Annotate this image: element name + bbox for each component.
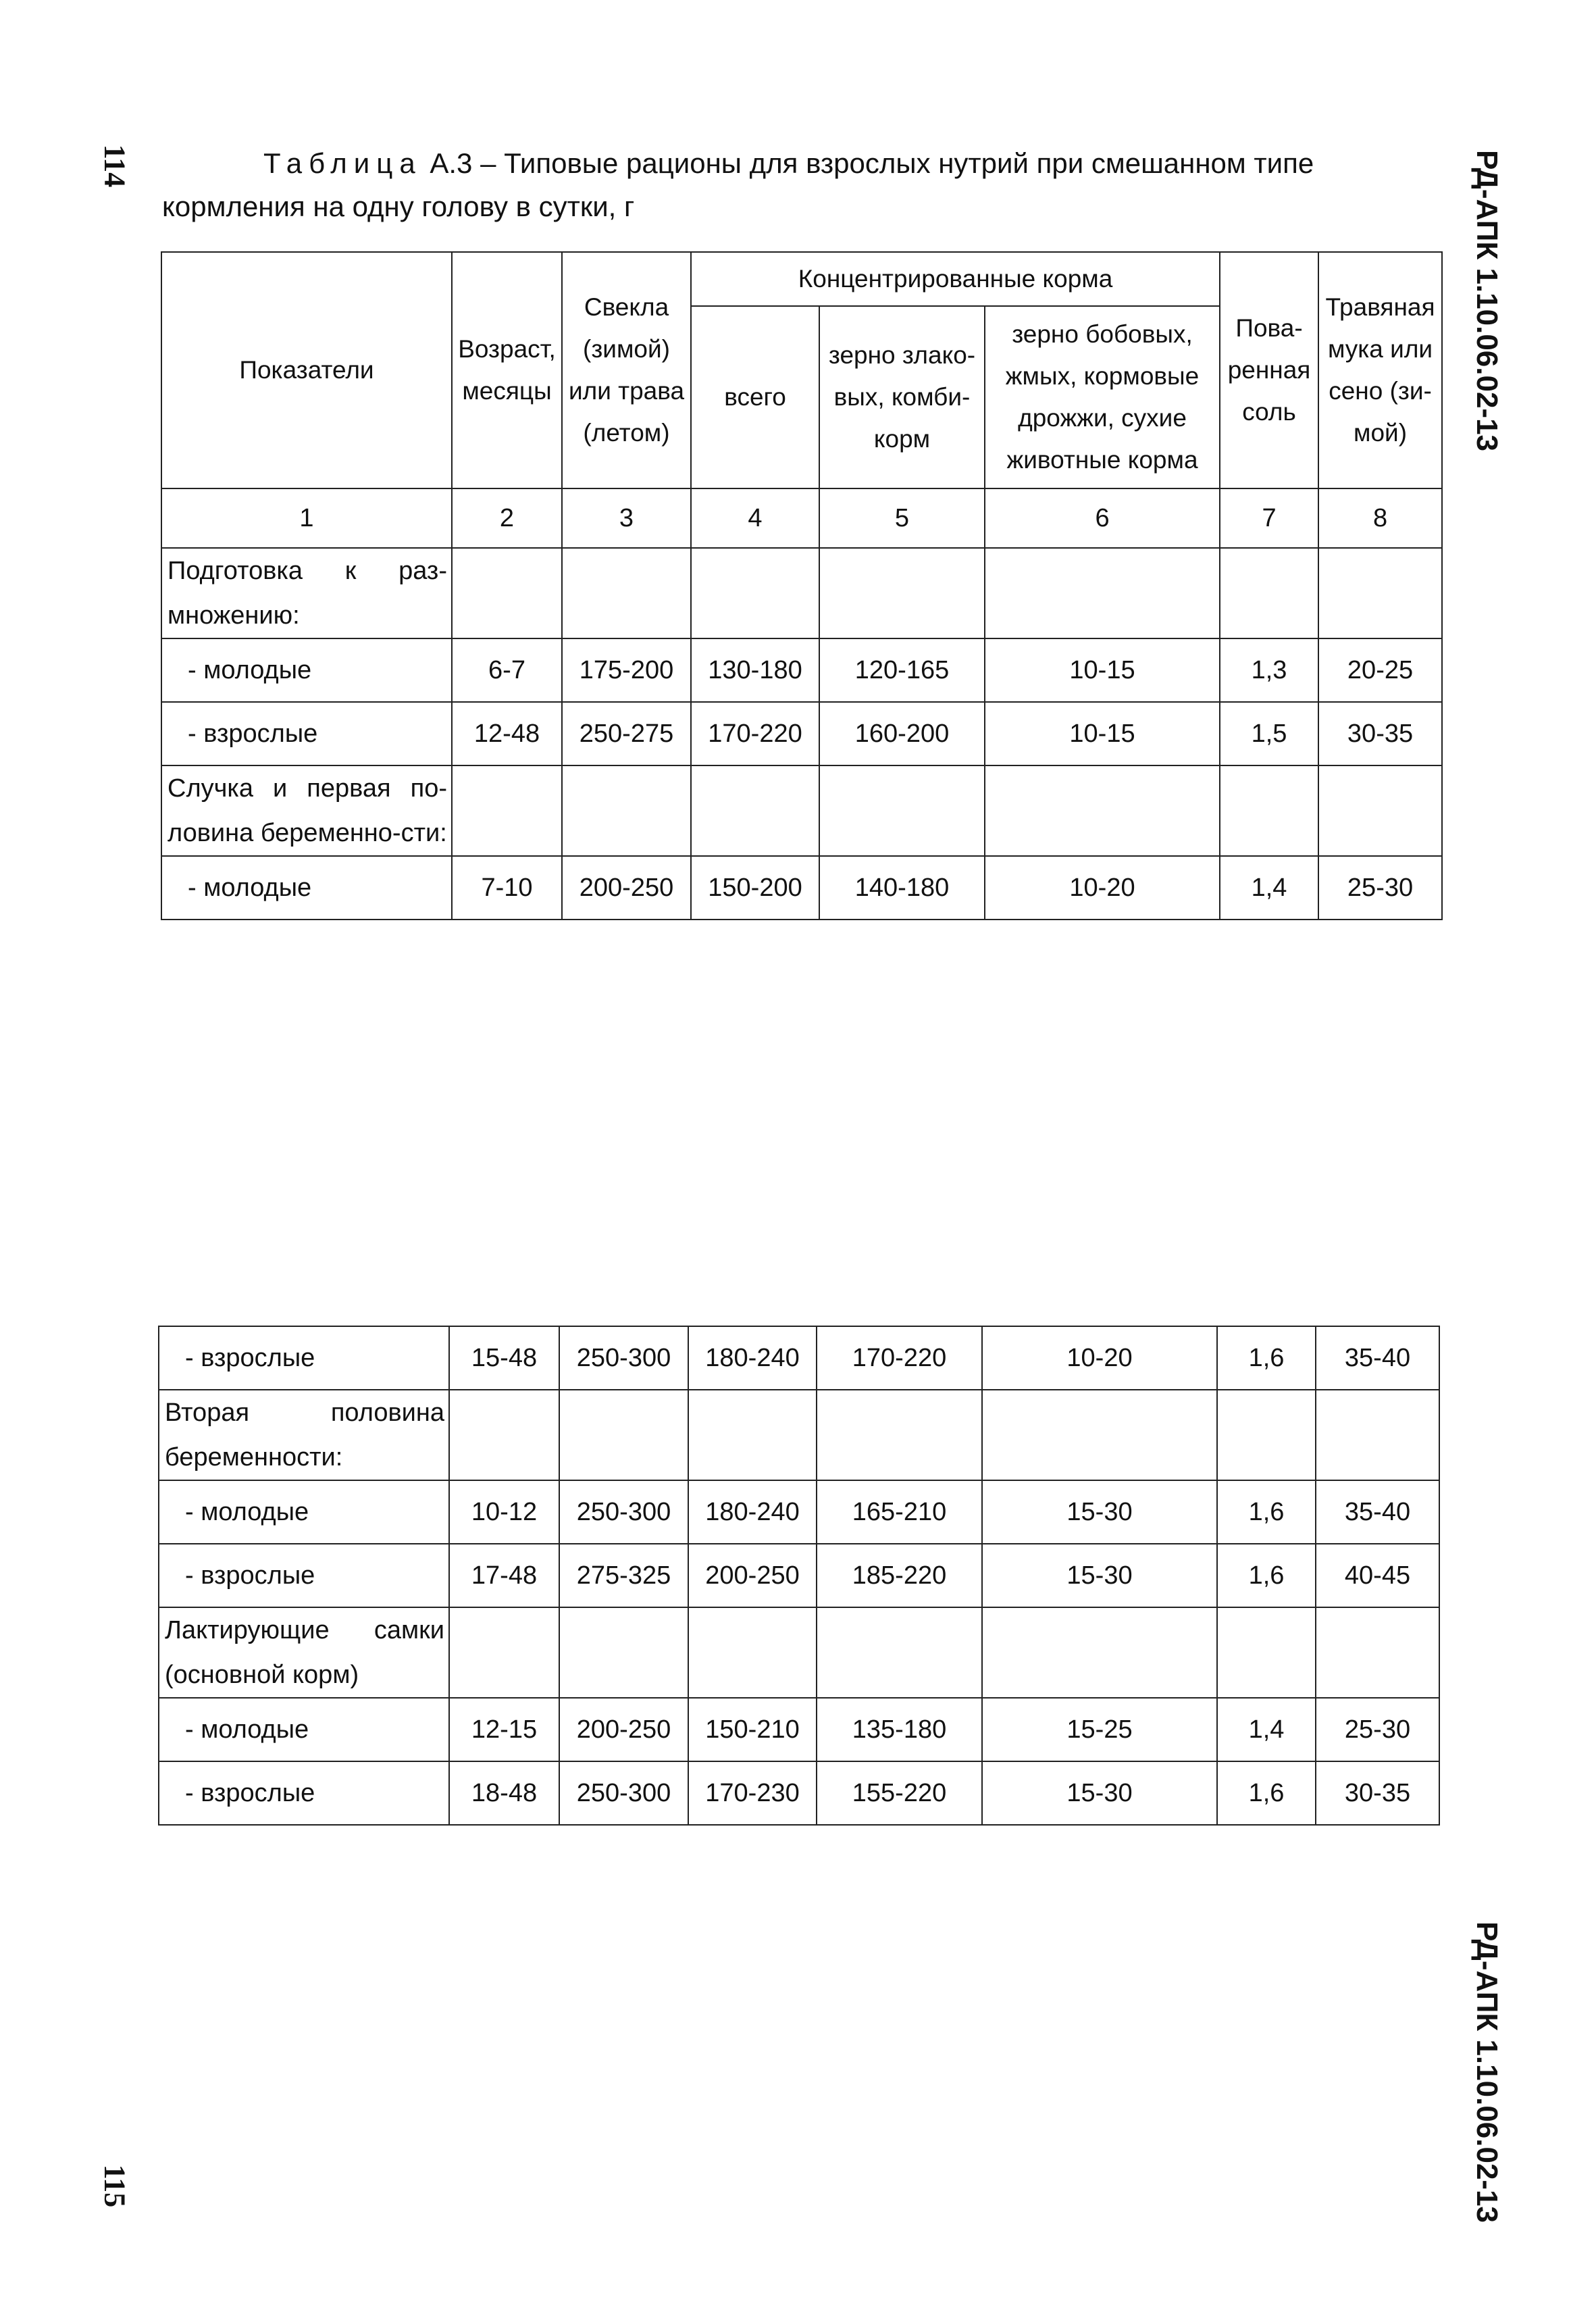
row-label: - взрослые bbox=[159, 1544, 449, 1607]
header-grain-legume: зерно бобовых, жмых, кормовые дрожжи, сухие животные корма bbox=[985, 306, 1220, 488]
group-label: Лактирующие самки (основной корм) bbox=[159, 1607, 449, 1698]
table-cell: 140-180 bbox=[819, 856, 985, 920]
empty-cell bbox=[819, 765, 985, 856]
table-cell: 250-300 bbox=[559, 1480, 688, 1544]
table-cell: 150-200 bbox=[691, 856, 819, 920]
table-cell: 6-7 bbox=[452, 638, 562, 702]
row-label: - молодые bbox=[161, 856, 452, 920]
group-row bbox=[161, 765, 1442, 856]
row-label: - молодые bbox=[161, 638, 452, 702]
table-cell: 130-180 bbox=[691, 638, 819, 702]
column-number: 8 bbox=[1318, 488, 1442, 548]
table-cell: 175-200 bbox=[562, 638, 691, 702]
table-cell: 17-48 bbox=[449, 1544, 559, 1607]
page-number-bottom: 115 bbox=[98, 2164, 132, 2208]
header-indicators: Показатели bbox=[161, 252, 452, 488]
table-cell: 185-220 bbox=[817, 1544, 982, 1607]
column-number: 3 bbox=[562, 488, 691, 548]
empty-cell bbox=[559, 1607, 688, 1698]
table-cell: 170-230 bbox=[688, 1761, 817, 1825]
table-cell: 180-240 bbox=[688, 1326, 817, 1390]
group-label: Случка и первая по-ловина беременно-сти: bbox=[161, 765, 452, 856]
table-cell: 1,6 bbox=[1217, 1544, 1316, 1607]
table-cell: 250-275 bbox=[562, 702, 691, 765]
empty-cell bbox=[1220, 765, 1318, 856]
page-number-top: 114 bbox=[98, 144, 132, 188]
table-cell: 1,6 bbox=[1217, 1761, 1316, 1825]
table-row bbox=[159, 1544, 1439, 1607]
empty-cell bbox=[559, 1390, 688, 1480]
caption-line-1 bbox=[162, 142, 1432, 185]
header-concentrated: Концентрированные корма bbox=[691, 252, 1220, 306]
row-label: - молодые bbox=[159, 1698, 449, 1761]
empty-cell bbox=[985, 765, 1220, 856]
table-cell: 200-250 bbox=[562, 856, 691, 920]
empty-cell bbox=[1316, 1607, 1439, 1698]
table-body-part-2 bbox=[159, 1326, 1439, 1825]
document-code-bottom: РД-АПК 1.10.06.02-13 bbox=[1470, 1921, 1504, 2223]
row-label: - взрослые bbox=[159, 1326, 449, 1390]
table-row bbox=[161, 856, 1442, 920]
row-label: - взрослые bbox=[161, 702, 452, 765]
group-label: Подготовка к раз-множению: bbox=[161, 548, 452, 638]
table-cell: 200-250 bbox=[559, 1698, 688, 1761]
header-grain-cereal: зерно злако-вых, комби-корм bbox=[819, 306, 985, 488]
table-cell: 250-300 bbox=[559, 1326, 688, 1390]
table-cell: 15-30 bbox=[982, 1544, 1217, 1607]
table-cell: 170-220 bbox=[817, 1326, 982, 1390]
table-cell: 15-30 bbox=[982, 1761, 1217, 1825]
header-total: всего bbox=[691, 306, 819, 488]
empty-cell bbox=[817, 1607, 982, 1698]
table-body-part-1 bbox=[161, 548, 1442, 920]
empty-cell bbox=[985, 548, 1220, 638]
empty-cell bbox=[452, 765, 562, 856]
table-cell: 10-12 bbox=[449, 1480, 559, 1544]
table-cell: 1,6 bbox=[1217, 1326, 1316, 1390]
column-number: 6 bbox=[985, 488, 1220, 548]
column-number: 2 bbox=[452, 488, 562, 548]
table-cell: 10-20 bbox=[982, 1326, 1217, 1390]
empty-cell bbox=[819, 548, 985, 638]
group-row bbox=[159, 1607, 1439, 1698]
group-label: Вторая половина беременности: bbox=[159, 1390, 449, 1480]
empty-cell bbox=[691, 548, 819, 638]
empty-cell bbox=[449, 1390, 559, 1480]
table-cell: 1,5 bbox=[1220, 702, 1318, 765]
caption-line-2: кормления на одну голову в сутки, г bbox=[162, 191, 635, 222]
caption-table-word: Таблица bbox=[263, 147, 422, 179]
empty-cell bbox=[1318, 548, 1442, 638]
table-cell: 1,4 bbox=[1220, 856, 1318, 920]
table-cell: 15-48 bbox=[449, 1326, 559, 1390]
table-cell: 12-15 bbox=[449, 1698, 559, 1761]
empty-cell bbox=[1217, 1607, 1316, 1698]
empty-cell bbox=[1316, 1390, 1439, 1480]
table-cell: 35-40 bbox=[1316, 1326, 1439, 1390]
empty-cell bbox=[1220, 548, 1318, 638]
table-row bbox=[159, 1480, 1439, 1544]
row-label: - молодые bbox=[159, 1480, 449, 1544]
header-grass-meal: Травяная мука или сено (зи-мой) bbox=[1318, 252, 1442, 488]
table-row bbox=[159, 1326, 1439, 1390]
table-cell: 12-48 bbox=[452, 702, 562, 765]
table-cell: 1,6 bbox=[1217, 1480, 1316, 1544]
column-number: 5 bbox=[819, 488, 985, 548]
table-cell: 30-35 bbox=[1318, 702, 1442, 765]
table-row bbox=[161, 638, 1442, 702]
document-code-top: РД-АПК 1.10.06.02-13 bbox=[1470, 149, 1504, 452]
table-cell: 135-180 bbox=[817, 1698, 982, 1761]
empty-cell bbox=[452, 548, 562, 638]
column-number: 4 bbox=[691, 488, 819, 548]
table-cell: 170-220 bbox=[691, 702, 819, 765]
table-cell: 15-30 bbox=[982, 1480, 1217, 1544]
table-caption bbox=[162, 142, 1432, 228]
table-cell: 20-25 bbox=[1318, 638, 1442, 702]
group-row bbox=[161, 548, 1442, 638]
empty-cell bbox=[562, 548, 691, 638]
table-cell: 200-250 bbox=[688, 1544, 817, 1607]
header-age: Возраст, месяцы bbox=[452, 252, 562, 488]
table-cell: 180-240 bbox=[688, 1480, 817, 1544]
table-cell: 18-48 bbox=[449, 1761, 559, 1825]
column-number: 1 bbox=[161, 488, 452, 548]
empty-cell bbox=[688, 1607, 817, 1698]
empty-cell bbox=[1318, 765, 1442, 856]
table-cell: 1,4 bbox=[1217, 1698, 1316, 1761]
group-row bbox=[159, 1390, 1439, 1480]
column-number-row bbox=[161, 488, 1442, 548]
ration-table-part-2 bbox=[158, 1326, 1440, 1826]
table-cell: 15-25 bbox=[982, 1698, 1217, 1761]
empty-cell bbox=[691, 765, 819, 856]
caption-title: А.3 – Типовые рационы для взрослых нутрий при смешанном типе bbox=[430, 147, 1314, 179]
empty-cell bbox=[562, 765, 691, 856]
header-beet: Свекла (зимой) или трава (летом) bbox=[562, 252, 691, 488]
empty-cell bbox=[982, 1607, 1217, 1698]
table-cell: 30-35 bbox=[1316, 1761, 1439, 1825]
table-row bbox=[159, 1698, 1439, 1761]
table-cell: 25-30 bbox=[1316, 1698, 1439, 1761]
table-cell: 1,3 bbox=[1220, 638, 1318, 702]
empty-cell bbox=[982, 1390, 1217, 1480]
row-label: - взрослые bbox=[159, 1761, 449, 1825]
table-row bbox=[161, 702, 1442, 765]
empty-cell bbox=[817, 1390, 982, 1480]
table-cell: 150-210 bbox=[688, 1698, 817, 1761]
table-cell: 25-30 bbox=[1318, 856, 1442, 920]
empty-cell bbox=[1217, 1390, 1316, 1480]
table-cell: 250-300 bbox=[559, 1761, 688, 1825]
table-cell: 10-20 bbox=[985, 856, 1220, 920]
header-salt: Пова-ренная соль bbox=[1220, 252, 1318, 488]
table-cell: 40-45 bbox=[1316, 1544, 1439, 1607]
column-number: 7 bbox=[1220, 488, 1318, 548]
table-cell: 10-15 bbox=[985, 638, 1220, 702]
table-cell: 35-40 bbox=[1316, 1480, 1439, 1544]
ration-table-part-1 bbox=[161, 251, 1443, 920]
table-cell: 120-165 bbox=[819, 638, 985, 702]
table-row bbox=[159, 1761, 1439, 1825]
table-cell: 7-10 bbox=[452, 856, 562, 920]
table-cell: 165-210 bbox=[817, 1480, 982, 1544]
table-cell: 155-220 bbox=[817, 1761, 982, 1825]
table-cell: 160-200 bbox=[819, 702, 985, 765]
empty-cell bbox=[449, 1607, 559, 1698]
empty-cell bbox=[688, 1390, 817, 1480]
table-cell: 10-15 bbox=[985, 702, 1220, 765]
table-cell: 275-325 bbox=[559, 1544, 688, 1607]
